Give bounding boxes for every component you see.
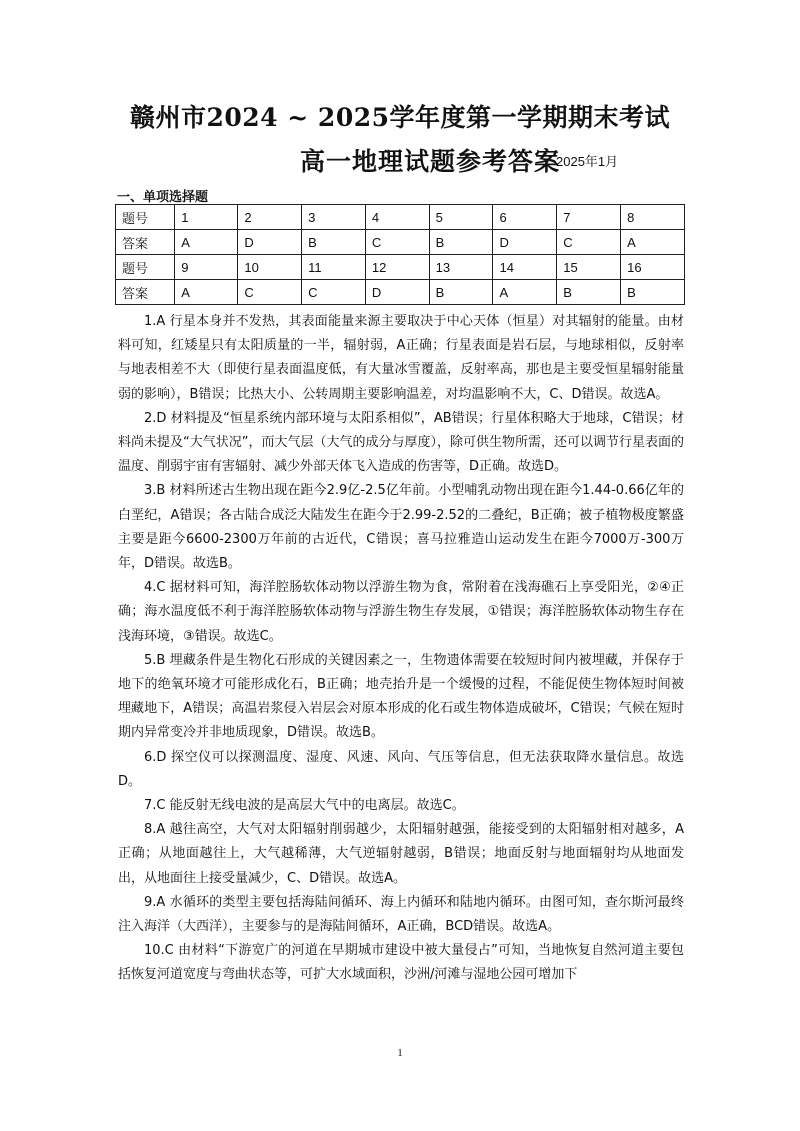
- explanation-paragraph: 6.D 探空仪可以探测温度、湿度、风速、风向、气压等信息，但无法获取降水量信息。故选D。: [118, 749, 684, 789]
- table-row: [116, 255, 685, 280]
- table-cell: B: [302, 230, 366, 255]
- table-row: [116, 230, 685, 255]
- explanation-paragraph: 2.D 材料提及“恒星系统内部环境与太阳系相似”，AB错误；行星体积略大于地球，C错误；材料尚未提及“大气状况”，而大气层（大气的成分与厚度），除可供生物所需，还可以调节行星表面的温度、削弱宇宙有害辐射、减少外部天体飞入造成的伤害等，D正确。故选D。: [118, 410, 684, 475]
- explanation-paragraph: 3.B 材料所述古生物出现在距今2.9亿-2.5亿年前。小型哺乳动物出现在距今1.44-0.66亿年的白垩纪，A错误；各古陆合成泛大陆发生在距今于2.99-2.52的二叠纪，B正确；被子植物极度繁盛主要是距今6600-2300万年前的古近代，C错误；喜马拉雅造山运动发生在距今7000万-300万年，D错误。故选B。: [118, 483, 684, 572]
- answer-table: [115, 204, 685, 305]
- table-cell: C: [302, 280, 366, 305]
- table-row: [116, 205, 685, 230]
- explanation-paragraph: 5.B 埋藏条件是生物化石形成的关键因素之一，生物遗体需要在较短时间内被埋藏，并保存于地下的绝氧环境才可能形成化石，B正确；地壳抬升是一个缓慢的过程，不能促使生物体短时间被埋藏地下，A错误；高温岩浆侵入岩层会对原本形成的化石或生物体造成破坏，C错误；气候在短时期内异常变冷并非地质现象，D错误。故选B。: [118, 652, 684, 741]
- exam-date: 2025年1月: [556, 154, 619, 169]
- table-cell: 15: [557, 255, 621, 280]
- table-cell: 3: [302, 205, 366, 230]
- table-row: [116, 280, 685, 305]
- table-cell: C: [365, 230, 429, 255]
- table-cell: 13: [429, 255, 493, 280]
- table-cell: A: [621, 230, 685, 255]
- explanations-body: [118, 310, 684, 988]
- table-cell: 7: [557, 205, 621, 230]
- explanation-paragraph: 7.C 能反射无线电波的是高层大气中的电离层。故选C。: [144, 798, 465, 814]
- table-cell: 16: [621, 255, 685, 280]
- table-cell: B: [429, 230, 493, 255]
- explanation-paragraph: 10.C 由材料“下游宽广的河道在早期城市建设中被大量侵占”可知，当地恢复自然河道主要包括恢复河道宽度与弯曲状态等，可扩大水域面积，沙洲/河滩与湿地公园可增加下: [118, 943, 684, 983]
- table-cell: B: [429, 280, 493, 305]
- explanation-paragraph: 8.A 越往高空，大气对太阳辐射削弱越少，太阳辐射越强，能接受到的太阳辐射相对越多，A正确；从地面越往上，大气越稀薄，大气逆辐射越弱，B错误；地面反射与地面辐射均从地面发出，从地面往上接受量减少，C、D错误。故选A。: [118, 822, 684, 886]
- table-cell: 11: [302, 255, 366, 280]
- table-cell: A: [175, 230, 238, 255]
- table-cell: B: [557, 280, 621, 305]
- table-cell: 2: [238, 205, 302, 230]
- section-title: 一、单项选择题: [117, 190, 209, 205]
- table-cell: A: [175, 280, 238, 305]
- explanation-paragraph: 9.A 水循环的类型主要包括海陆间循环、海上内循环和陆地内循环。由图可知，查尔斯河最终注入海洋（大西洋），主要参与的是海陆间循环，A正确，BCD错误。故选A。: [118, 894, 684, 935]
- page-subtitle: 高一地理试题参考答案: [300, 147, 561, 176]
- table-cell: 14: [493, 255, 557, 280]
- table-cell: D: [365, 280, 429, 305]
- explanation-paragraph: 4.C 据材料可知，海洋腔肠软体动物以浮游生物为食，常附着在浅海礁石上享受阳光，②④正确；海水温度低不利于海洋腔肠软体动物与浮游生物生存发展，①错误；海洋腔肠软体动物生存在浅海环境，③错误。故选C。: [118, 580, 684, 644]
- table-cell: 6: [493, 205, 557, 230]
- table-cell: 1: [175, 205, 238, 230]
- table-cell: B: [621, 280, 685, 305]
- row-label: 题号: [116, 255, 175, 280]
- table-cell: D: [238, 230, 302, 255]
- table-cell: 4: [365, 205, 429, 230]
- row-label: 答案: [116, 280, 175, 305]
- table-cell: D: [493, 230, 557, 255]
- explanation-paragraph: 1.A 行星本身并不发热，其表面能量来源主要取决于中心天体（恒星）对其辐射的能量。由材料可知，红矮星只有太阳质量的一半，辐射弱，A正确；行星表面是岩石层，与地球相似，反射率与地表相差不大（即使行星表面温度低，有大量冰雪覆盖，反射率高，那也是主要受恒星辐射能量弱的影响），B错误；比热大小、公转周期主要影响温差，对均温影响不大，C、D错误。故选A。: [118, 314, 684, 402]
- table-cell: A: [493, 280, 557, 305]
- table-cell: 12: [365, 255, 429, 280]
- page-number: 1: [397, 1047, 403, 1059]
- table-cell: 8: [621, 205, 685, 230]
- table-cell: 5: [429, 205, 493, 230]
- table-cell: 10: [238, 255, 302, 280]
- table-cell: 9: [175, 255, 238, 280]
- table-cell: C: [238, 280, 302, 305]
- row-label: 题号: [116, 205, 175, 230]
- page-title: 赣州市2024 ~ 2025学年度第一学期期末考试: [129, 103, 671, 132]
- row-label: 答案: [116, 230, 175, 255]
- table-cell: C: [557, 230, 621, 255]
